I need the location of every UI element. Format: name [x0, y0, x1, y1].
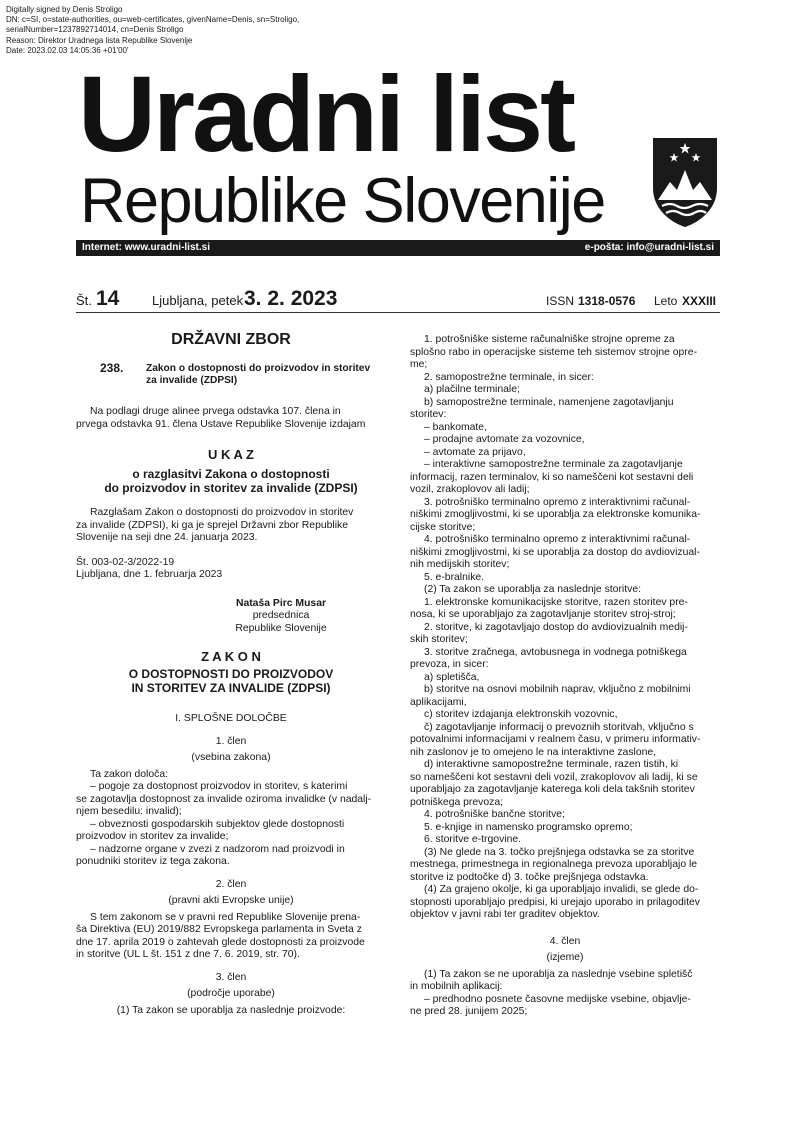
year-label: Leto	[654, 294, 678, 308]
article-text: niškimi zmogljivostmi, ki se uporablja za elektronske komunika-	[410, 509, 701, 520]
digital-signature-block	[6, 5, 299, 56]
article-text: in storitve (UL L št. 151 z dne 7. 6. 2019, str. 70).	[76, 949, 300, 960]
article-text: aplikacijami,	[410, 696, 467, 708]
left-column	[76, 330, 386, 1017]
article-3-text	[410, 334, 720, 922]
article-text: 1. elektronske komunikacijske storitve, razen storitev pre-	[424, 596, 688, 608]
header-divider	[76, 312, 720, 313]
article-text: nih medijskih storitev;	[410, 559, 510, 570]
intro-text: Na podlagi druge alinee prvega odstavka 107. člena in	[90, 406, 341, 417]
article-text: Ta zakon določa:	[90, 768, 168, 780]
article-text: (4) Za grajeno okolje, ki ga uporabljajo invalidi, se glede do-	[424, 884, 699, 895]
article-text: in mobilnih aplikacij:	[410, 981, 503, 992]
article-text: se zagotavlja dostopnost za invalide oziroma invalidke (v nadalj-	[76, 793, 372, 805]
article-text: (3) Ne glede na 3. točko prejšnjega odstavka se za storitve	[424, 846, 695, 858]
signer-org: Republike Slovenije	[235, 622, 327, 634]
article-text: vozil, zrakoplovov ali ladij;	[410, 484, 530, 495]
article-text: dne 17. aprila 2019 o zahtevah glede dostopnosti za proizvode	[76, 936, 365, 948]
article-text: – obveznosti gospodarskih subjektov glede dostopnosti	[90, 818, 345, 830]
article-text: – pogoje za dostopnost proizvodov in storitev, s katerimi	[90, 781, 348, 792]
article-text: (1) Ta zakon se ne uporablja za naslednje vsebine spletišč	[424, 968, 693, 980]
issue-line	[76, 282, 720, 312]
article-heading: 1. člen	[215, 735, 247, 747]
article-text: njem besedilu: invalid);	[76, 806, 182, 817]
article-text: b) storitve na osnovi mobilnih naprav, vključno z mobilnimi	[424, 684, 691, 695]
article-text: 2. storitve, ki zagotavljajo dostop do avdiovizualnih medij-	[424, 621, 688, 633]
signature-line: Date: 2023.02.03 14:05:36 +01'00'	[6, 45, 129, 55]
article-text: prevoza, in sicer:	[410, 659, 489, 670]
decree-text: Slovenije na seji dne 24. januarja 2023.	[76, 532, 258, 543]
email-link[interactable]: e-pošta: info@uradni-list.si	[584, 242, 714, 253]
article-text: d) interaktivne samopostrežne terminale, razen tistih, ki	[424, 759, 679, 770]
article-text: me;	[410, 359, 428, 370]
decree-subtitle: do proizvodov in storitev za invalide (ZDPSI)	[104, 481, 358, 495]
masthead-title: Uradni list	[78, 53, 574, 174]
right-column	[410, 334, 720, 1019]
article-text: mestnega, primestnega in regionalnega prevoza uporabljajo le	[410, 859, 698, 870]
signer-role: predsednica	[252, 610, 310, 621]
masthead-contact-bar	[76, 240, 720, 256]
article-text: (2) Ta zakon se uporablja za naslednje storitve:	[424, 584, 641, 595]
article-text: niškimi zmogljivostmi, ki se uporablja za dostop do avdiovizual-	[410, 546, 700, 558]
article-text: informacij, razen terminalov, ki so nameščeni kot sestavni deli	[410, 471, 694, 483]
law-title: O DOSTOPNOSTI DO PROIZVODOV	[128, 667, 334, 681]
article-text: skih storitev;	[410, 634, 468, 645]
decree-text: Razglašam Zakon o dostopnosti do proizvodov in storitev	[90, 507, 354, 518]
article-text: – nadzorne organe v zvezi z nadzorom nad proizvodi in	[90, 843, 345, 855]
signature-line: DN: c=SI, o=state-authorities, ou=web-certificates, givenName=Denis, sn=Stroligo,	[6, 15, 300, 25]
article-text: a) spletišča,	[424, 671, 480, 683]
act-title: Zakon o dostopnosti do proizvodov in storitev	[146, 363, 371, 374]
article-text: 2. samopostrežne terminale, in sicer:	[424, 371, 594, 383]
decree-subtitle: o razglasitvi Zakona o dostopnosti	[132, 467, 330, 481]
signature-line: Digitally signed by Denis Stroligo	[6, 5, 123, 14]
reference-date: Ljubljana, dne 1. februarja 2023	[76, 569, 223, 580]
masthead-subtitle: Republike Slovenije	[80, 166, 605, 236]
article-text: ša Direktiva (EU) 2019/882 Evropskega parlamenta in Sveta z	[76, 924, 362, 935]
issn-label: ISSN	[546, 294, 575, 308]
intro-text: prvega odstavka 91. člena Ustave Republike Slovenije izdajam	[76, 418, 366, 430]
act-number: 238.	[100, 361, 124, 375]
article-text: – interaktivne samopostrežne terminale za zagotavljanje	[424, 459, 683, 470]
article-text: splošno rabo in operacijske sisteme teh sistemov strojne opre-	[410, 346, 698, 358]
article-text: 6. storitve e-trgovine.	[424, 834, 522, 845]
issue-place-day: Ljubljana, petek	[152, 293, 244, 308]
article-text: – prodajne avtomate za vozovnice,	[424, 434, 585, 445]
reference-number: Št. 003-02-3/2022-19	[76, 556, 175, 568]
decree-heading: U K A Z	[208, 447, 254, 462]
article-text: c) storitev izdajanja elektronskih vozovnic,	[424, 709, 618, 720]
article-heading: 3. člen	[215, 971, 247, 983]
article-heading: 4. člen	[549, 935, 581, 947]
law-title: IN STORITEV ZA INVALIDE (ZDPSI)	[131, 681, 331, 695]
article-text: potniškega prevoza;	[410, 796, 503, 808]
article-text: nih zaslonov je to omejeno le na interaktivne zaslone,	[410, 746, 657, 758]
coat-of-arms-icon	[650, 136, 720, 228]
article-text: č) zagotavljanje informacij o prevoznih storitvah, vključno s	[424, 721, 694, 733]
article-text: proizvodov in storitev za invalide;	[76, 831, 229, 842]
article-heading: 2. člen	[215, 878, 247, 890]
article-text: 4. potrošniške bančne storitve;	[424, 809, 565, 820]
article-text: 1. potrošniške sisteme računalniške strojne opreme za	[424, 334, 675, 345]
issue-number: 14	[96, 287, 120, 310]
article-subtitle: (področje uporabe)	[187, 988, 275, 999]
article-text: stopnosti uporabljajo predpisi, ki urejajo uporabo in prilagoditev	[410, 896, 700, 908]
signature-line: Reason: Direktor Uradnega lista Republike Slovenije	[6, 35, 193, 45]
issn-value: 1318-0576	[578, 294, 636, 308]
article-text: S tem zakonom se v pravni red Republike Slovenije prena-	[90, 911, 361, 923]
act-title: za invalide (ZDPSI)	[146, 375, 238, 386]
chapter-heading: I. SPLOŠNE DOLOČBE	[175, 713, 287, 724]
law-heading: Z A K O N	[201, 649, 261, 664]
website-link[interactable]: Internet: www.uradni-list.si	[82, 242, 210, 253]
article-subtitle: (izjeme)	[546, 952, 584, 963]
article-subtitle: (pravni akti Evropske unije)	[168, 895, 294, 906]
article-text: 4. potrošniško terminalno opremo z interaktivnimi računal-	[424, 534, 691, 545]
article-text: objektov v javni rabi ter graditev objektov.	[410, 909, 600, 920]
signer-name: Nataša Pirc Musar	[235, 597, 327, 609]
article-text: (1) Ta zakon se uporablja za naslednje proizvode:	[116, 1004, 346, 1016]
article-text: – avtomate za prijavo,	[424, 446, 526, 458]
article-text: 3. potrošniško terminalno opremo z interaktivnimi računal-	[424, 496, 691, 508]
article-text: 3. storitve zračnega, avtobusnega in vodnega potniškega	[424, 646, 687, 658]
article-text: a) plačilne terminale;	[424, 384, 520, 395]
article-text: cijske storitve;	[410, 521, 476, 533]
signature-block	[231, 598, 331, 636]
signature-line: serialNumber=1237892714014, cn=Denis Stroligo	[6, 25, 184, 35]
article-text: nosa, ki se uporabljajo za zagotavljanje storitev stroj-stroj;	[410, 609, 676, 620]
issue-number-label: Št.	[76, 293, 92, 308]
article-subtitle: (vsebina zakona)	[191, 752, 271, 763]
article-text: – predhodno posnete časovne medijske vsebine, objavlje-	[424, 993, 691, 1005]
article-text: b) samopostrežne terminale, namenjene zagotavljanju	[424, 396, 674, 408]
article-text: ne pred 28. junijem 2025;	[410, 1006, 528, 1017]
section-heading: DRŽAVNI ZBOR	[171, 331, 291, 348]
article-text: – bankomate,	[424, 421, 487, 433]
act-heading	[76, 362, 386, 402]
article-text: 5. e-knjige in namensko programsko opremo;	[424, 821, 633, 833]
article-text: 5. e-bralnike.	[424, 571, 485, 583]
article-text: ponudniki storitev iz tega zakona.	[76, 856, 230, 867]
article-text: storitve iz podtočke d) 3. točke prejšnjega odstavka.	[410, 871, 649, 883]
decree-text: za invalide (ZDPSI), ki ga je sprejel Državni zbor Republike	[76, 519, 348, 531]
article-text: potovalnimi informacijami v realnem času, v primeru informativ-	[410, 734, 701, 745]
article-text: storitev:	[410, 409, 447, 420]
year-value: XXXIII	[682, 294, 717, 308]
article-text: so nameščeni kot sestavni deli vozil, zrakoplovov ali ladij, ki se	[410, 771, 698, 783]
issue-date: 3. 2. 2023	[244, 287, 338, 310]
article-text: uporabljajo za zagotavljanje katerega koli dela takšnih storitev	[410, 784, 695, 795]
